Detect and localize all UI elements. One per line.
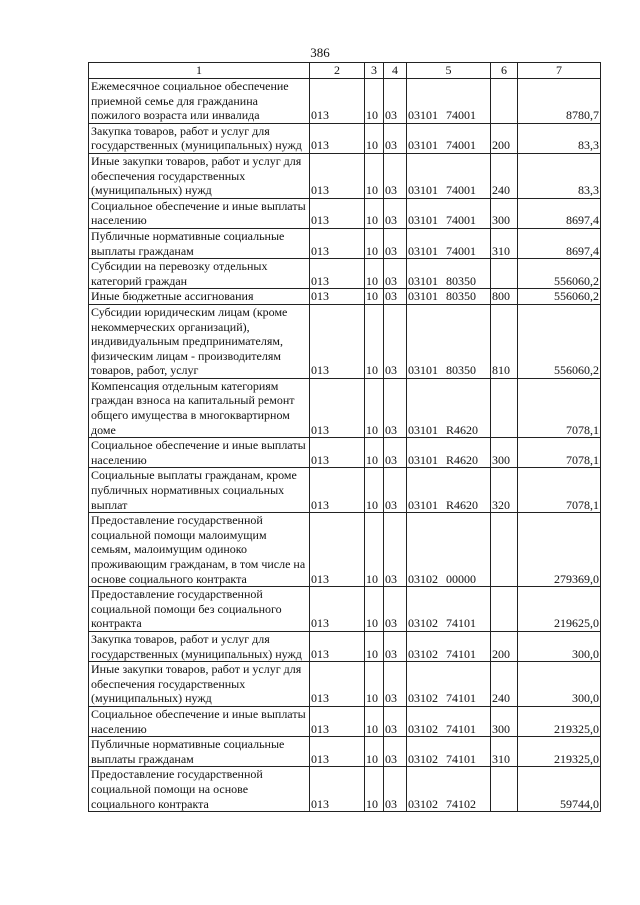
row-amount: 7078,1 bbox=[518, 438, 601, 468]
row-target-article bbox=[407, 767, 491, 812]
row-target-article bbox=[407, 438, 491, 468]
row-ministry-code: 013 bbox=[310, 153, 365, 198]
row-name: Закупка товаров, работ и услуг для государственных (муниципальных) нужд bbox=[89, 123, 310, 153]
row-section: 10 bbox=[365, 304, 384, 378]
row-name: Публичные нормативные социальные выплаты гражданам bbox=[89, 228, 310, 258]
row-name: Иные закупки товаров, работ и услуг для обеспечения государственных (муниципальных) нужд bbox=[89, 153, 310, 198]
row-ministry-code: 013 bbox=[310, 259, 365, 289]
row-target-article bbox=[407, 706, 491, 736]
budget-table bbox=[88, 62, 601, 812]
row-direction-code: 80350 bbox=[446, 289, 476, 304]
row-ministry-code: 013 bbox=[310, 79, 365, 124]
row-amount: 300,0 bbox=[518, 662, 601, 707]
table-row bbox=[89, 198, 601, 228]
row-expense-type: 300 bbox=[491, 438, 518, 468]
row-target-article bbox=[407, 631, 491, 661]
row-subsection: 03 bbox=[384, 587, 407, 632]
row-program-code: 03101 bbox=[408, 289, 438, 304]
row-subsection: 03 bbox=[384, 304, 407, 378]
column-header: 5 bbox=[407, 63, 491, 79]
row-section: 10 bbox=[365, 706, 384, 736]
table-row bbox=[89, 123, 601, 153]
row-ministry-code: 013 bbox=[310, 767, 365, 812]
row-direction-code: 74101 bbox=[446, 691, 476, 706]
row-program-code: 03102 bbox=[408, 616, 438, 631]
row-section: 10 bbox=[365, 79, 384, 124]
table-row bbox=[89, 662, 601, 707]
table-row bbox=[89, 438, 601, 468]
row-expense-type: 240 bbox=[491, 662, 518, 707]
row-direction-code: 74001 bbox=[446, 243, 476, 258]
row-program-code: 03101 bbox=[408, 273, 438, 288]
row-expense-type bbox=[491, 79, 518, 124]
row-expense-type: 310 bbox=[491, 228, 518, 258]
row-direction-code: R4620 bbox=[446, 452, 479, 467]
row-amount: 59744,0 bbox=[518, 767, 601, 812]
row-target-article bbox=[407, 587, 491, 632]
row-section: 10 bbox=[365, 378, 384, 437]
row-expense-type: 300 bbox=[491, 198, 518, 228]
row-target-article bbox=[407, 304, 491, 378]
row-name: Субсидии юридическим лицам (кроме некоммерческих организаций), индивидуальным предпринимателям, физическим лицам - производителям товаров, работ, услуг bbox=[89, 304, 310, 378]
row-amount: 556060,2 bbox=[518, 259, 601, 289]
row-direction-code: R4620 bbox=[446, 422, 479, 437]
row-ministry-code: 013 bbox=[310, 706, 365, 736]
column-header: 3 bbox=[365, 63, 384, 79]
row-target-article bbox=[407, 198, 491, 228]
row-subsection: 03 bbox=[384, 767, 407, 812]
row-subsection: 03 bbox=[384, 378, 407, 437]
row-amount: 8697,4 bbox=[518, 198, 601, 228]
row-expense-type: 200 bbox=[491, 631, 518, 661]
row-ministry-code: 013 bbox=[310, 662, 365, 707]
table-row bbox=[89, 737, 601, 767]
row-ministry-code: 013 bbox=[310, 587, 365, 632]
row-name: Социальное обеспечение и иные выплаты населению bbox=[89, 438, 310, 468]
row-ministry-code: 013 bbox=[310, 123, 365, 153]
table-row bbox=[89, 304, 601, 378]
row-name: Предоставление государственной социальной помощи на основе социального контракта bbox=[89, 767, 310, 812]
row-ministry-code: 013 bbox=[310, 378, 365, 437]
row-program-code: 03102 bbox=[408, 571, 438, 586]
row-direction-code: 80350 bbox=[446, 273, 476, 288]
row-subsection: 03 bbox=[384, 468, 407, 513]
row-name: Иные бюджетные ассигнования bbox=[89, 289, 310, 305]
row-expense-type: 240 bbox=[491, 153, 518, 198]
row-subsection: 03 bbox=[384, 153, 407, 198]
row-expense-type bbox=[491, 513, 518, 587]
row-expense-type bbox=[491, 259, 518, 289]
row-subsection: 03 bbox=[384, 123, 407, 153]
row-direction-code: 80350 bbox=[446, 363, 476, 378]
row-program-code: 03101 bbox=[408, 183, 438, 198]
row-program-code: 03101 bbox=[408, 138, 438, 153]
row-section: 10 bbox=[365, 198, 384, 228]
row-expense-type bbox=[491, 767, 518, 812]
row-program-code: 03102 bbox=[408, 796, 438, 811]
row-section: 10 bbox=[365, 737, 384, 767]
row-section: 10 bbox=[365, 153, 384, 198]
row-name: Ежемесячное социальное обеспечение приемной семье для гражданина пожилого возраста или инвалида bbox=[89, 79, 310, 124]
row-program-code: 03102 bbox=[408, 721, 438, 736]
row-ministry-code: 013 bbox=[310, 468, 365, 513]
row-target-article bbox=[407, 737, 491, 767]
row-program-code: 03101 bbox=[408, 363, 438, 378]
row-subsection: 03 bbox=[384, 289, 407, 305]
table-row bbox=[89, 767, 601, 812]
row-expense-type: 810 bbox=[491, 304, 518, 378]
row-name: Субсидии на перевозку отдельных категорий граждан bbox=[89, 259, 310, 289]
row-target-article bbox=[407, 289, 491, 305]
row-direction-code: 74001 bbox=[446, 108, 476, 123]
row-name: Социальное обеспечение и иные выплаты населению bbox=[89, 198, 310, 228]
row-ministry-code: 013 bbox=[310, 438, 365, 468]
table-row bbox=[89, 468, 601, 513]
column-header: 2 bbox=[310, 63, 365, 79]
row-target-article bbox=[407, 153, 491, 198]
row-program-code: 03101 bbox=[408, 497, 438, 512]
row-subsection: 03 bbox=[384, 662, 407, 707]
row-direction-code: R4620 bbox=[446, 497, 479, 512]
table-row bbox=[89, 153, 601, 198]
row-amount: 7078,1 bbox=[518, 468, 601, 513]
row-ministry-code: 013 bbox=[310, 304, 365, 378]
row-subsection: 03 bbox=[384, 259, 407, 289]
table-header-row bbox=[89, 63, 601, 79]
row-ministry-code: 013 bbox=[310, 513, 365, 587]
row-direction-code: 74101 bbox=[446, 751, 476, 766]
row-section: 10 bbox=[365, 228, 384, 258]
row-section: 10 bbox=[365, 587, 384, 632]
row-subsection: 03 bbox=[384, 737, 407, 767]
row-target-article bbox=[407, 378, 491, 437]
row-name: Закупка товаров, работ и услуг для государственных (муниципальных) нужд bbox=[89, 631, 310, 661]
row-name: Иные закупки товаров, работ и услуг для обеспечения государственных (муниципальных) нужд bbox=[89, 662, 310, 707]
row-direction-code: 74001 bbox=[446, 183, 476, 198]
row-program-code: 03101 bbox=[408, 452, 438, 467]
row-name: Публичные нормативные социальные выплаты гражданам bbox=[89, 737, 310, 767]
row-amount: 219625,0 bbox=[518, 587, 601, 632]
row-ministry-code: 013 bbox=[310, 228, 365, 258]
row-expense-type bbox=[491, 587, 518, 632]
row-section: 10 bbox=[365, 259, 384, 289]
row-subsection: 03 bbox=[384, 513, 407, 587]
row-expense-type: 800 bbox=[491, 289, 518, 305]
row-direction-code: 74102 bbox=[446, 796, 476, 811]
row-direction-code: 74101 bbox=[446, 646, 476, 661]
row-name: Предоставление государственной социальной помощи без социального контракта bbox=[89, 587, 310, 632]
row-target-article bbox=[407, 79, 491, 124]
table-body bbox=[89, 63, 601, 812]
row-direction-code: 74001 bbox=[446, 138, 476, 153]
row-direction-code: 74101 bbox=[446, 616, 476, 631]
row-program-code: 03101 bbox=[408, 213, 438, 228]
row-subsection: 03 bbox=[384, 631, 407, 661]
table-row bbox=[89, 587, 601, 632]
row-amount: 300,0 bbox=[518, 631, 601, 661]
row-program-code: 03102 bbox=[408, 691, 438, 706]
row-ministry-code: 013 bbox=[310, 631, 365, 661]
table-row bbox=[89, 259, 601, 289]
row-section: 10 bbox=[365, 662, 384, 707]
row-section: 10 bbox=[365, 513, 384, 587]
row-amount: 83,3 bbox=[518, 123, 601, 153]
row-target-article bbox=[407, 662, 491, 707]
table-row bbox=[89, 228, 601, 258]
row-section: 10 bbox=[365, 289, 384, 305]
row-amount: 556060,2 bbox=[518, 304, 601, 378]
row-expense-type: 200 bbox=[491, 123, 518, 153]
row-ministry-code: 013 bbox=[310, 737, 365, 767]
row-expense-type: 320 bbox=[491, 468, 518, 513]
page-number: 386 bbox=[310, 45, 330, 60]
row-amount: 219325,0 bbox=[518, 706, 601, 736]
row-target-article bbox=[407, 468, 491, 513]
column-header: 7 bbox=[518, 63, 601, 79]
table-row bbox=[89, 631, 601, 661]
row-program-code: 03101 bbox=[408, 243, 438, 258]
row-name: Социальное обеспечение и иные выплаты населению bbox=[89, 706, 310, 736]
row-expense-type: 310 bbox=[491, 737, 518, 767]
row-amount: 556060,2 bbox=[518, 289, 601, 305]
row-ministry-code: 013 bbox=[310, 198, 365, 228]
row-section: 10 bbox=[365, 468, 384, 513]
table-row bbox=[89, 79, 601, 124]
row-subsection: 03 bbox=[384, 79, 407, 124]
row-amount: 8697,4 bbox=[518, 228, 601, 258]
table-row bbox=[89, 706, 601, 736]
row-expense-type: 300 bbox=[491, 706, 518, 736]
row-amount: 8780,7 bbox=[518, 79, 601, 124]
row-direction-code: 74001 bbox=[446, 213, 476, 228]
row-name: Социальные выплаты гражданам, кроме публичных нормативных социальных выплат bbox=[89, 468, 310, 513]
row-section: 10 bbox=[365, 438, 384, 468]
row-program-code: 03102 bbox=[408, 646, 438, 661]
row-name: Предоставление государственной социальной помощи малоимущим семьям, малоимущим одиноко проживающим гражданам, в том числе на основе социального контракта bbox=[89, 513, 310, 587]
row-ministry-code: 013 bbox=[310, 289, 365, 305]
row-direction-code: 74101 bbox=[446, 721, 476, 736]
column-header: 1 bbox=[89, 63, 310, 79]
row-program-code: 03102 bbox=[408, 751, 438, 766]
row-target-article bbox=[407, 513, 491, 587]
row-subsection: 03 bbox=[384, 706, 407, 736]
row-subsection: 03 bbox=[384, 228, 407, 258]
row-direction-code: 00000 bbox=[446, 571, 476, 586]
row-amount: 219325,0 bbox=[518, 737, 601, 767]
row-subsection: 03 bbox=[384, 198, 407, 228]
row-program-code: 03101 bbox=[408, 422, 438, 437]
row-expense-type bbox=[491, 378, 518, 437]
row-section: 10 bbox=[365, 631, 384, 661]
row-section: 10 bbox=[365, 767, 384, 812]
table-row bbox=[89, 513, 601, 587]
row-amount: 279369,0 bbox=[518, 513, 601, 587]
table-row bbox=[89, 289, 601, 305]
column-header: 4 bbox=[384, 63, 407, 79]
row-program-code: 03101 bbox=[408, 108, 438, 123]
row-target-article bbox=[407, 228, 491, 258]
row-name: Компенсация отдельным категориям граждан взноса на капитальный ремонт общего имущества в многоквартирном доме bbox=[89, 378, 310, 437]
row-subsection: 03 bbox=[384, 438, 407, 468]
row-amount: 7078,1 bbox=[518, 378, 601, 437]
row-amount: 83,3 bbox=[518, 153, 601, 198]
row-section: 10 bbox=[365, 123, 384, 153]
row-target-article bbox=[407, 123, 491, 153]
column-header: 6 bbox=[491, 63, 518, 79]
row-target-article bbox=[407, 259, 491, 289]
table-row bbox=[89, 378, 601, 437]
